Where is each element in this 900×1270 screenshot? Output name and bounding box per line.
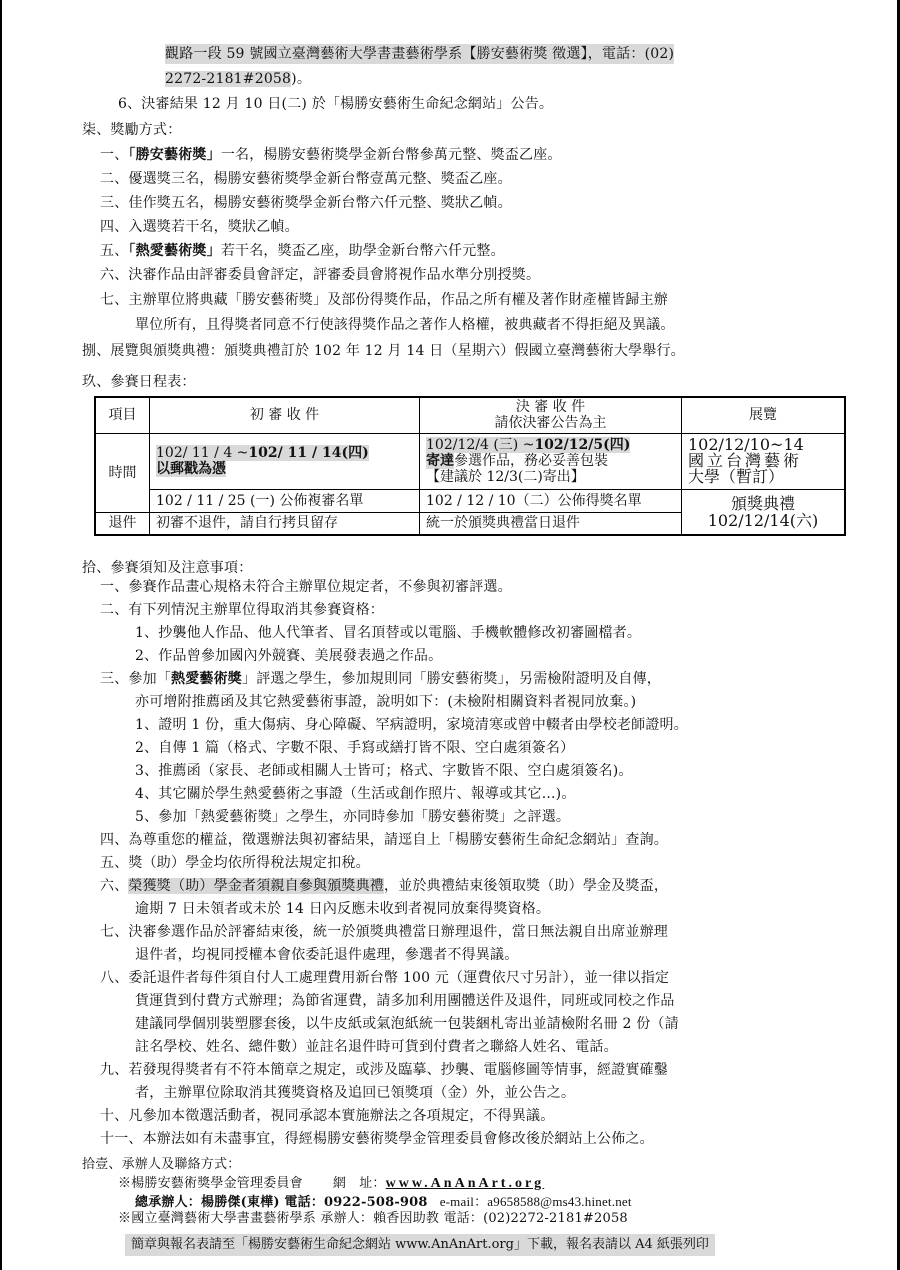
row-label-return: 退件 [95, 512, 150, 535]
notice-2: 二、有下列情況主辦單位得取消其參賽資格： [100, 602, 384, 618]
notice-8-cont-1: 貨運貨到付費方式辦理；為節省運費，請多加利用團體送件及退件，同班或同校之作品 [135, 993, 675, 1009]
final-suggest: 【建議於 12/3(二)寄出】 [426, 469, 585, 485]
header-exhibit: 展覽 [682, 397, 846, 433]
award-prefix: 五、 [100, 243, 129, 259]
final-date [426, 437, 630, 453]
section-10-heading: 拾、參賽須知及注意事項： [82, 560, 253, 576]
notice-3-3: 3、推薦函（家長、老師或相關人士皆可；格式、字數皆不限、空白處須簽名)。 [135, 763, 633, 779]
section-11-heading: 拾壹、承辦人及聯絡方式： [82, 1157, 241, 1172]
prelim-date-end: 102/ 11 / 14(四) [248, 445, 369, 461]
prelim-date-cell [150, 433, 420, 489]
notice-3-4: 4、其它關於學生熱愛藝術之事證（生活或創作照片、報導或其它...)。 [135, 786, 576, 802]
final-date-end: 102/12/5(四) [534, 437, 631, 453]
notice-6-post: ，並於典禮結束後領取獎（助）學金及獎盃， [384, 878, 669, 894]
section-9-heading: 玖、參賽日程表： [82, 374, 196, 390]
prelim-date-start: 102/ 11 / 4 ~ [156, 445, 249, 461]
notice-9: 九、若發現得獎者有不符本簡章之規定，或涉及臨摹、抄襲、電腦修圖等情事，經證實確鑿 [100, 1062, 668, 1078]
prelim-announce: 102 / 11 / 25 (一) 公佈複審名單 [150, 489, 420, 512]
notice-3-post: 」評選之學生，參加規則同「勝安藝術獎」，另需檢附證明及自傳， [242, 671, 661, 687]
footer-note: 簡章與報名表請至「楊勝安藝術生命紀念網站 www.AnAnArt.org」下載，報名表請以 A4 紙張列印 [125, 1234, 715, 1256]
header-final-title: 決 審 收 件 [515, 399, 586, 416]
notice-1: 一、參賽作品畫心規格未符合主辦單位規定者，不參與初審評選。 [100, 579, 512, 595]
final-send-bold: 寄達 [426, 453, 454, 469]
award-item-5 [100, 241, 505, 261]
award-item-7: 七、主辦單位將典藏「勝安藝術獎」及部份得獎作品，作品之所有權及著作財產權皆歸主辦 [100, 292, 668, 308]
award-text: 若干名，獎盃乙座，助學金新台幣六仟元整。 [220, 243, 505, 259]
award-item-3: 三、佳作獎五名，楊勝安藝術獎學金新台幣六仟元整、獎狀乙幀。 [100, 195, 512, 211]
address-tail: )。 [291, 71, 312, 87]
notice-6 [100, 876, 668, 896]
notice-7: 七、決審參選作品於評審結束後，統一於頒獎典禮當日辦理退件，當日無法親自出席並辦理 [100, 924, 668, 940]
exhibit-place-line-2: 大學（暫訂） [688, 467, 785, 486]
notice-2-1: 1、抄襲他人作品、他人代筆者、冒名頂替或以電腦、手機軟體修改初審圖檔者。 [135, 625, 642, 641]
prelim-note: 以郵戳為憑 [156, 461, 226, 477]
notice-3-1: 1、證明 1 份，重大傷病、身心障礙、罕病證明，家境清寒或曾中輟者由學校老師證明。 [135, 717, 688, 733]
final-date-cell [420, 433, 682, 489]
address-line-2 [165, 69, 311, 89]
announce-item-6: 6、決審結果 12 月 10 日(二) 於「楊勝安藝術生命紀念網站」公告。 [118, 96, 554, 112]
award-item-6: 六、決審作品由評審委員會評定，評審委員會將視作品水準分別授獎。 [100, 267, 541, 283]
address-line-1: 觀路一段 59 號國立臺灣藝術大學書畫藝術學系【勝安藝術獎 徵選】，電話：(02) [165, 46, 675, 62]
notice-3-2: 2、自傳 1 篇（格式、字數不限、手寫或繕打皆不限、空白處須簽名） [135, 740, 575, 756]
ceremony-cell [682, 489, 846, 535]
notice-5: 五、獎（助）學金均依所得稅法規定扣稅。 [100, 855, 370, 871]
row-label-time: 時間 [95, 433, 150, 512]
table-header-row [95, 397, 845, 433]
ceremony-label: 頒獎典禮 [730, 493, 795, 513]
prelim-date [156, 445, 369, 461]
contact-line-3: ※國立臺灣藝術大學書畫藝術學系 承辦人：賴香因助教 電話：(02)2272-2181#2058 [118, 1211, 628, 1226]
ceremony-date: 102/12/14(六) [707, 510, 819, 530]
contact-line-1 [118, 1175, 544, 1193]
org-name: ※楊勝安藝術獎學金管理委員會 [118, 1176, 303, 1191]
notice-6-highlight: 榮獲獎（助）學金者須親自參與頒獎典禮 [128, 878, 385, 894]
website-label: 網 址： [332, 1176, 386, 1191]
table-row-time [95, 433, 845, 489]
award-text: 一名，楊勝安藝術獎學金新台幣參萬元整、獎盃乙座。 [220, 147, 562, 163]
notice-7-cont: 退件者，均視同授權本會依委託退件處理，參選者不得異議。 [135, 947, 519, 963]
notice-10: 十、凡參加本徵選活動者，視同承認本實施辦法之各項規定，不得異議。 [100, 1108, 555, 1124]
phone-ext: 2272-2181#2058 [165, 71, 292, 87]
notice-6-pre: 六、 [100, 878, 129, 894]
notice-11: 十一、本辦法如有未盡事宜，得經楊勝安藝術獎學金管理委員會修改後於網站上公佈之。 [100, 1131, 654, 1147]
final-send-text: 參選作品，務必妥善包裝 [454, 453, 608, 469]
notice-3-cont: 亦可增附推薦函及其它熱愛藝術事證，說明如下：(未檢附相關資料者視同放棄。) [135, 694, 637, 710]
award-name: 「熱愛藝術獎」 [128, 243, 221, 259]
section-8: 捌、展覽與頒獎典禮：頒獎典禮訂於 102 年 12 月 14 日（星期六）假國立臺灣藝術大學舉行。 [82, 343, 685, 359]
notice-8: 八、委託退件者每件須自付人工處理費用新台幣 100 元（運費依尺寸另計），並一律以指定 [100, 970, 670, 986]
header-final-note: 請依決審公告為主 [494, 415, 607, 432]
notice-8-cont-2: 建議同學個別裝塑膠套後，以牛皮紙或氣泡紙統一包裝綑札寄出並請檢附名冊 2 份（請 [135, 1016, 679, 1032]
notice-8-cont-3: 註名學校、姓名、總件數）並註名退件時可貨到付費者之聯絡人姓名、電話。 [135, 1039, 618, 1055]
notice-9-cont: 者，主辦單位除取消其獲獎資格及追回已領獎項（金）外，並公告之。 [135, 1085, 576, 1101]
award-prefix: 一、 [100, 147, 129, 163]
page-left-border [0, 0, 2, 1270]
schedule-table [94, 396, 846, 536]
award-item-2: 二、優選獎三名，楊勝安藝術獎學金新台幣壹萬元整、獎盃乙座。 [100, 171, 512, 187]
final-return: 統一於頒獎典禮當日退件 [420, 512, 682, 535]
award-item-1 [100, 145, 562, 165]
notice-2-2: 2、作品曾參加國內外競賽、美展發表過之作品。 [135, 648, 443, 664]
notice-3-5: 5、參加「熱愛藝術獎」之學生，亦同時參加「勝安藝術獎」之評選。 [135, 809, 571, 825]
website-link[interactable]: www.AnAnArt.org [385, 1176, 545, 1191]
notice-3 [100, 669, 661, 689]
final-date-start: 102/12/4 (三) ~ [426, 437, 535, 453]
notice-6-cont: 逾期 7 日未領者或未於 14 日內反應未收到者視同放棄得獎資格。 [135, 901, 551, 917]
table-row-announce [95, 489, 845, 512]
notice-3-pre: 三、參加「 [100, 671, 171, 687]
award-name: 「勝安藝術獎」 [128, 147, 221, 163]
award-item-7-cont: 單位所有，且得獎者同意不行使該得獎作品之著作人格權，被典藏者不得拒絕及異議。 [135, 317, 675, 333]
final-announce: 102 / 12 / 10（二）公佈得獎名單 [420, 489, 682, 512]
exhibit-cell [682, 433, 846, 489]
section-7-heading: 柒、獎勵方式： [82, 122, 182, 138]
header-item: 項目 [95, 397, 150, 433]
exhibit-date: 102/12/10~14 [688, 435, 804, 454]
exhibit-place-line-1: 國立台灣藝術 [688, 451, 803, 470]
main-contact: 總承辦人：楊勝傑(東樺) 電話：0922-508-908 [135, 1195, 428, 1210]
award-item-4: 四、入選獎若干名，獎狀乙幀。 [100, 219, 299, 235]
header-final [420, 397, 682, 433]
header-prelim: 初 審 收 件 [150, 397, 420, 433]
email[interactable]: e-mail：a9658588@ms43.hinet.net [439, 1194, 632, 1209]
notice-3-award: 熱愛藝術獎 [171, 671, 242, 687]
prelim-return: 初審不退件，請自行拷貝留存 [150, 512, 420, 535]
notice-4: 四、為尊重您的權益，徵選辦法與初審結果，請逕自上「楊勝安藝術生命紀念網站」查詢。 [100, 832, 668, 848]
